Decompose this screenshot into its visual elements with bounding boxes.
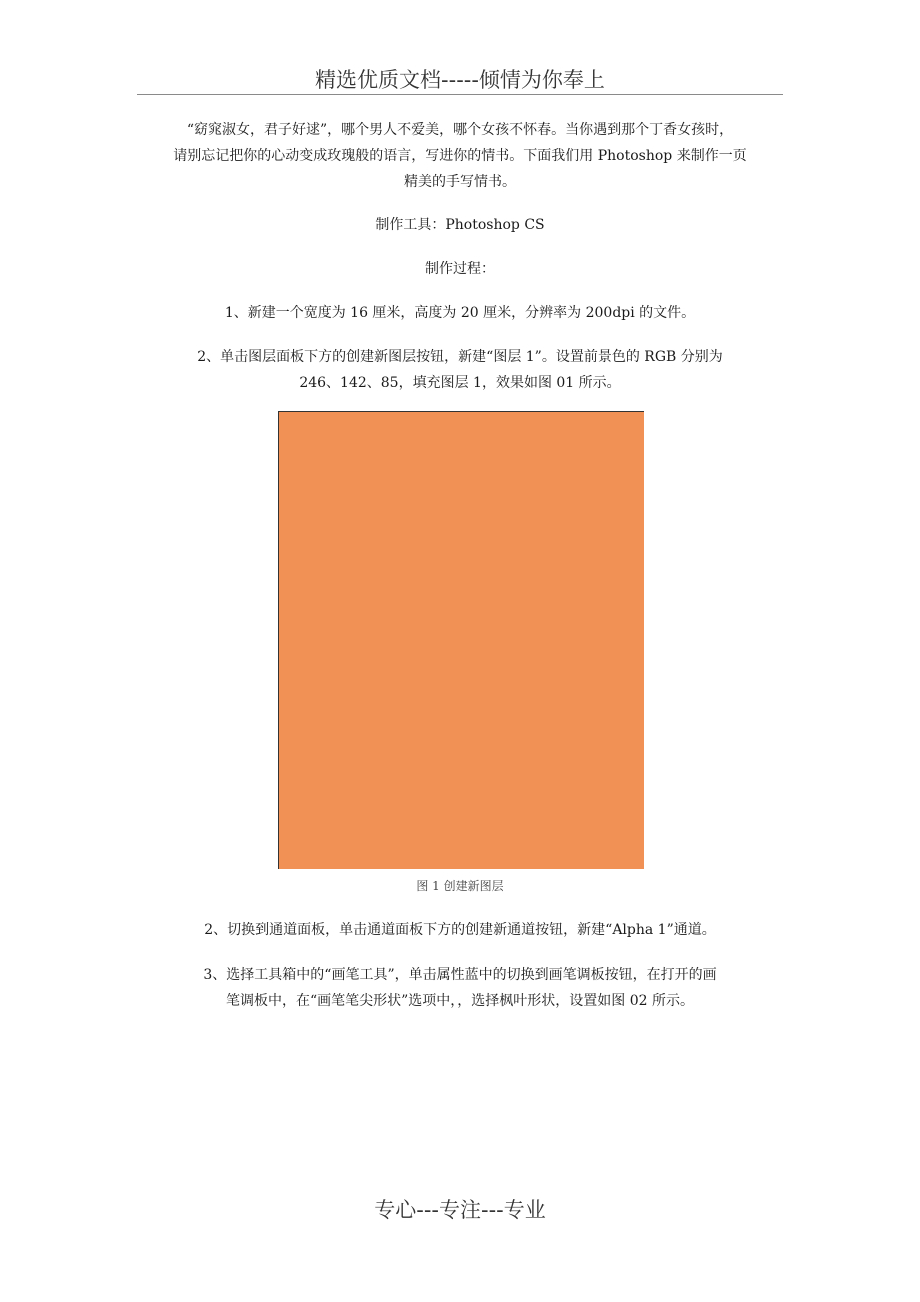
header-divider: [137, 94, 783, 95]
tool-line: 制作工具：Photoshop CS: [375, 217, 545, 233]
page-header: 精选优质文档-----倾情为你奉上: [315, 68, 605, 92]
step-1-paragraph: [130, 300, 790, 326]
step-2-line: 246、142、85，填充图层 1，效果如图 01 所示。: [299, 375, 621, 391]
intro-line: “窈窕淑女，君子好逑”，哪个男人不爱美，哪个女孩不怀春。当你遇到那个丁香女孩时，: [186, 122, 734, 138]
step-2-line: 2、单击图层面板下方的创建新图层按钮，新建“图层 1”。设置前景色的 RGB 分别为: [197, 349, 723, 365]
step-3-paragraph: [130, 917, 790, 943]
orange-layer-figure: [278, 411, 644, 869]
step-4-line: 笔调板中，在“画笔笔尖形状”选项中，，选择枫叶形状，设置如图 02 所示。: [225, 993, 695, 1009]
intro-line: 精美的手写情书。: [404, 174, 516, 190]
process-heading: [130, 256, 790, 282]
step-2-paragraph: [130, 344, 790, 396]
intro-paragraph: [130, 117, 790, 195]
step-1-line: 1、新建一个宽度为 16 厘米，高度为 20 厘米，分辨率为 200dpi 的文件。: [224, 305, 696, 321]
intro-line: 请别忘记把你的心动变成玫瑰般的语言，写进你的情书。下面我们用 Photoshop 来制作一页: [173, 148, 747, 164]
step-4-paragraph: [130, 962, 790, 1014]
page-footer: 专心---专注---专业: [374, 1198, 546, 1222]
tool-paragraph: [130, 212, 790, 238]
figure-caption: 图 1 创建新图层: [416, 879, 504, 893]
process-line: 制作过程：: [425, 261, 495, 277]
step-4-line: 3、选择工具箱中的“画笔工具”，单击属性蓝中的切换到画笔调板按钮，在打开的画: [203, 967, 717, 983]
step-3-line: 2、切换到通道面板，单击通道面板下方的创建新通道按钮，新建“Alpha 1”通道。: [204, 922, 716, 938]
